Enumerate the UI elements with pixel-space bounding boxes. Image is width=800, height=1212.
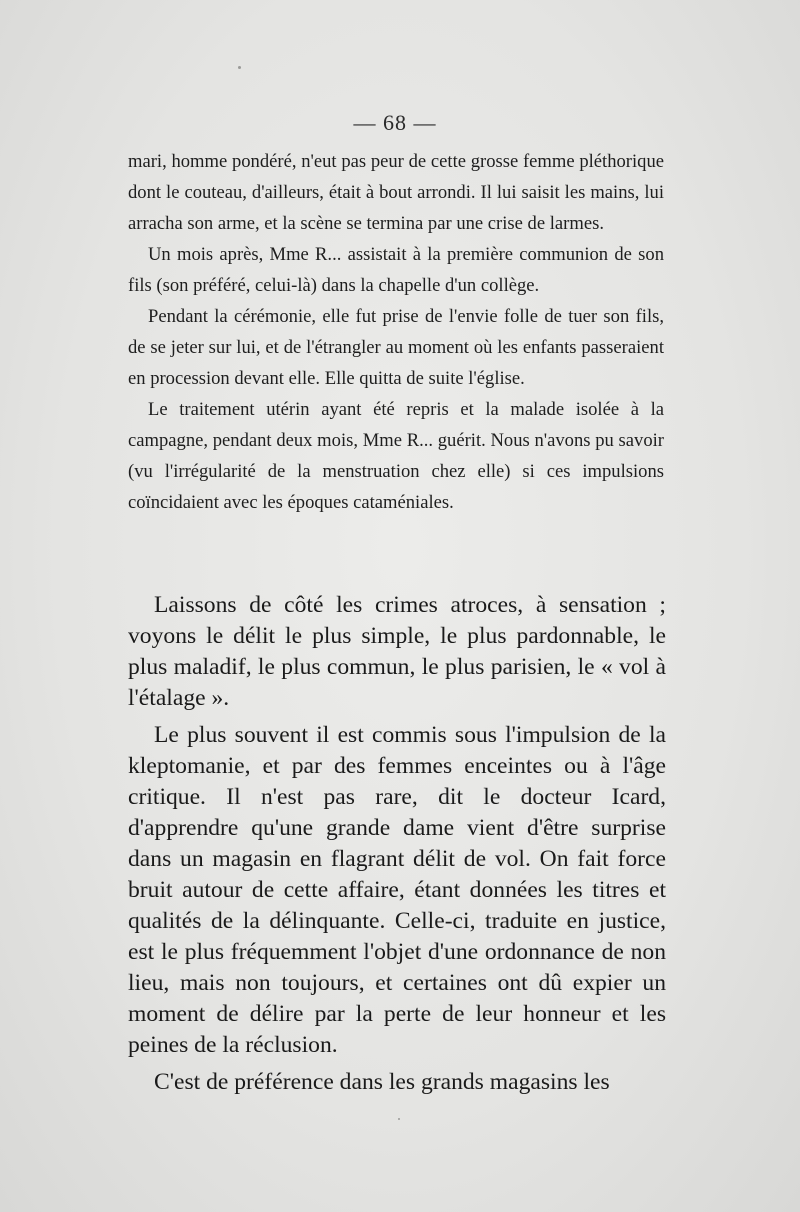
paragraph: Laissons de côté les crimes atroces, à sensation ; voyons le délit le plus simple, le plus pardonnable, le plus maladif, le plus commun, le plus parisien, le « vol à l'étalage ». bbox=[128, 592, 666, 711]
page-number: — 68 — bbox=[353, 110, 437, 135]
paragraph: mari, homme pondéré, n'eut pas peur de cette grosse femme pléthorique dont le couteau, d'ailleurs, était à bout arrondi. Il lui saisit les mains, lui arracha son arme, et la scène se termina par une crise de larmes. bbox=[128, 151, 664, 234]
main-text bbox=[128, 590, 666, 1098]
paper-speck bbox=[238, 66, 241, 69]
paragraph: Le plus souvent il est commis sous l'impulsion de la kleptomanie, et par des femmes enceintes ou à l'âge critique. Il n'est pas rare, dit le docteur Icard, d'apprendre qu'une grande dame vient d'être surprise dans un magasin en flagrant délit de vol. On fait force bruit autour de cette affaire, étant données les titres et qualités de la délinquante. Celle-ci, traduite en justice, est le plus fréquemment l'objet d'une ordonnance de non lieu, mais non toujours, et certaines ont dû expier un moment de délire par la perte de leur honneur et les peines de la réclusion. bbox=[128, 722, 666, 1058]
case-narrative bbox=[128, 146, 664, 518]
paragraph: Le traitement utérin ayant été repris et la malade isolée à la campagne, pendant deux mois, Mme R... guérit. Nous n'avons pu savoir (vu l'irrégularité de la menstruation chez elle) si ces impulsions coïncidaient avec les époques cataméniales. bbox=[128, 399, 664, 513]
paragraph: C'est de préférence dans les grands magasins les bbox=[154, 1069, 610, 1095]
paragraph: Pendant la cérémonie, elle fut prise de l'envie folle de tuer son fils, de se jeter sur lui, et de l'étrangler au moment où les enfants passeraient en procession devant elle. Elle quitta de suite l'église. bbox=[128, 306, 664, 389]
paper-speck bbox=[398, 1118, 400, 1120]
paragraph: Un mois après, Mme R... assistait à la première communion de son fils (son préféré, celui-là) dans la chapelle d'un collège. bbox=[128, 244, 664, 296]
